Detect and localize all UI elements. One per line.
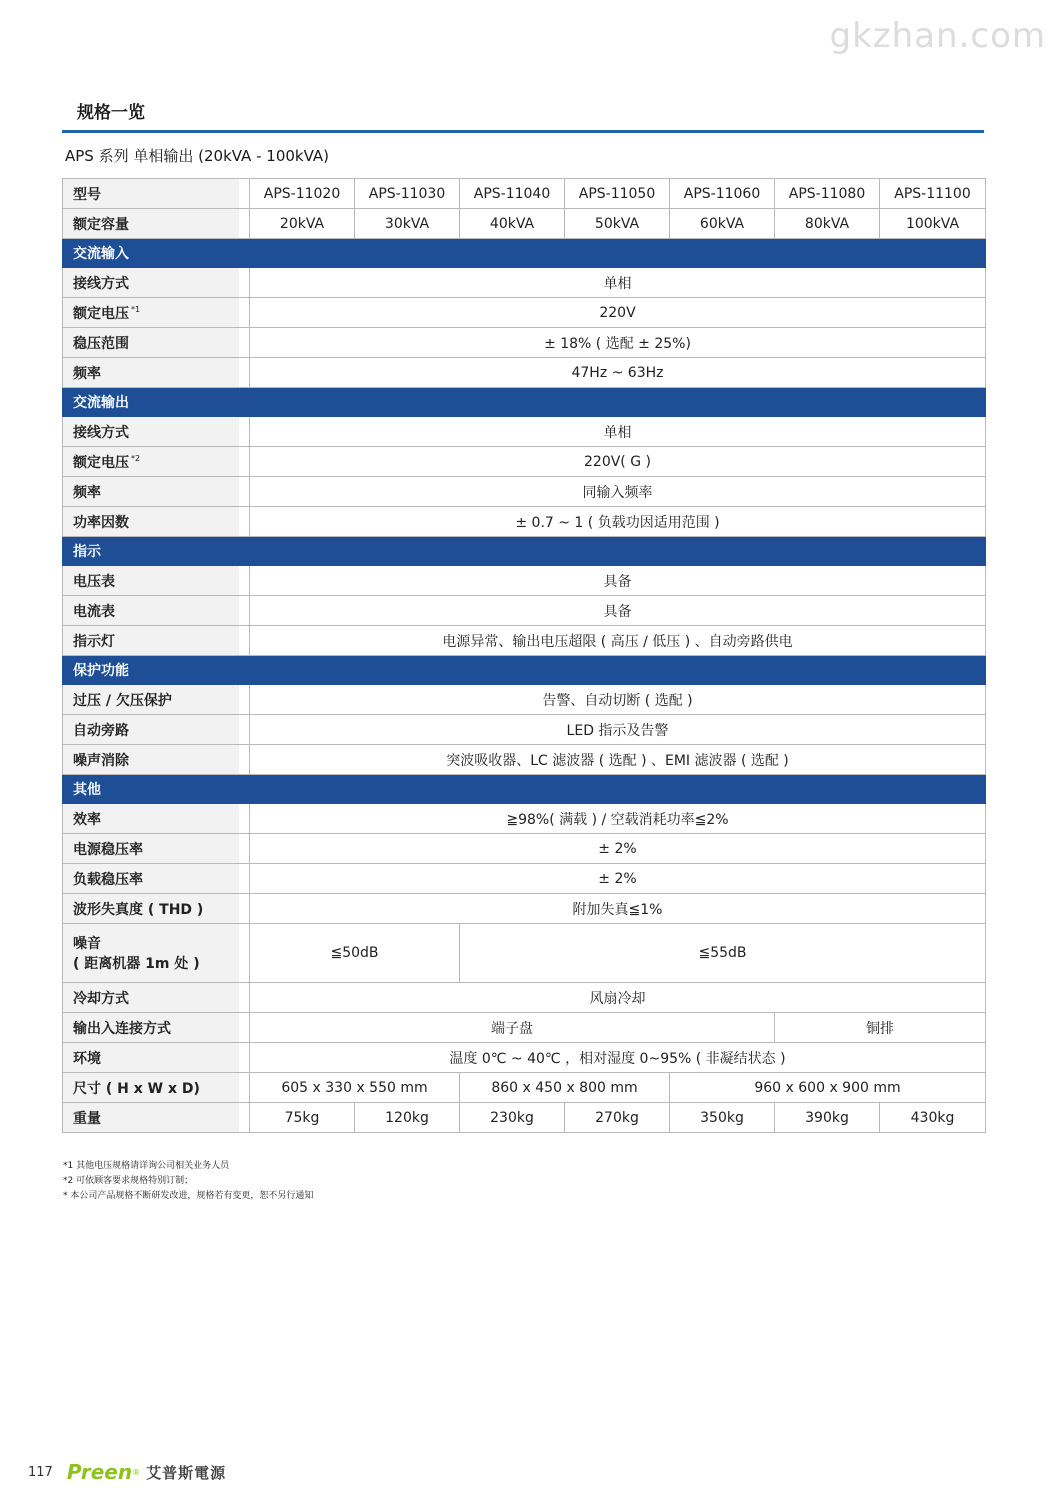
- table-row: [63, 1073, 986, 1103]
- table-row: [63, 298, 986, 328]
- value-cell: 温度 0℃ ~ 40℃ ，相对湿度 0~95% ( 非凝结状态 ): [250, 1043, 986, 1073]
- brand-name-cn: 艾普斯電源: [146, 1463, 227, 1482]
- weight-cell: 390kg: [775, 1103, 880, 1133]
- table-row: [63, 864, 986, 894]
- value-cell: ≧98%( 满载 ) / 空载消耗功率≦2%: [250, 804, 986, 834]
- weight-cell: 120kg: [355, 1103, 460, 1133]
- row-label: 噪声消除: [63, 745, 239, 775]
- table-subtitle: APS 系列 单相输出 (20kVA - 100kVA): [65, 147, 330, 165]
- table-row: [63, 447, 986, 477]
- value-cell: 单相: [250, 417, 986, 447]
- heading-rule: [62, 130, 984, 133]
- page-heading: 规格一览: [77, 103, 145, 123]
- section-header: [63, 388, 986, 417]
- value-cell: ± 0.7 ~ 1 ( 负载功因适用范围 ): [250, 507, 986, 537]
- table-row: [63, 834, 986, 864]
- row-label: 电流表: [63, 596, 239, 626]
- brand-logo: Preen: [66, 1460, 133, 1484]
- model-cell: APS-11050: [565, 179, 670, 209]
- row-label: 额定电压 $^{*1}$: [63, 298, 239, 328]
- value-cell: 860 x 450 x 800 mm: [460, 1073, 670, 1103]
- weight-cell: 270kg: [565, 1103, 670, 1133]
- value-cell: 端子盘: [250, 1013, 775, 1043]
- table-row: [63, 745, 986, 775]
- row-label: 稳压范围: [63, 328, 239, 358]
- section-other: 其他: [63, 775, 986, 804]
- value-cell: 附加失真≦1%: [250, 894, 986, 924]
- footnote-ref: *2: [131, 453, 141, 463]
- value-cell: 风扇冷却: [250, 983, 986, 1013]
- section-header: [63, 239, 986, 268]
- value-cell: LED 指示及告警: [250, 715, 986, 745]
- value-cell: 同输入频率: [250, 477, 986, 507]
- row-label: 环境: [63, 1043, 239, 1073]
- row-label: 额定电压 $^{*2}$: [63, 447, 239, 477]
- footnote-ref: *1: [131, 304, 141, 314]
- weight-cell: 430kg: [880, 1103, 986, 1133]
- weight-cell: 75kg: [250, 1103, 355, 1133]
- row-label: 负载稳压率: [63, 864, 239, 894]
- model-cell: APS-11060: [670, 179, 775, 209]
- model-cell: APS-11100: [880, 179, 986, 209]
- section-header: [63, 775, 986, 804]
- watermark: gkzhan.com: [829, 16, 1046, 56]
- capacity-cell: 80kVA: [775, 209, 880, 239]
- value-cell: 告警、自动切断 ( 选配 ): [250, 685, 986, 715]
- value-cell: 220V( G ): [250, 447, 986, 477]
- row-label: 重量: [63, 1103, 239, 1133]
- section-header: [63, 537, 986, 566]
- table-row: [63, 328, 986, 358]
- table-row: [63, 268, 986, 298]
- value-cell: 具备: [250, 566, 986, 596]
- model-cell: APS-11040: [460, 179, 565, 209]
- row-label: 接线方式: [63, 417, 239, 447]
- section-ac-output: 交流输出: [63, 388, 986, 417]
- section-protection: 保护功能: [63, 656, 986, 685]
- row-label: 功率因数: [63, 507, 239, 537]
- value-cell: 电源异常、输出电压超限 ( 高压 / 低压 ) 、自动旁路供电: [250, 626, 986, 656]
- value-cell: ≦50dB: [250, 924, 460, 983]
- value-cell: 605 x 330 x 550 mm: [250, 1073, 460, 1103]
- section-header: [63, 656, 986, 685]
- table-row: [63, 358, 986, 388]
- table-row: [63, 983, 986, 1013]
- row-label: 波形失真度 ( THD ): [63, 894, 239, 924]
- capacity-cell: 40kVA: [460, 209, 565, 239]
- table-row: [63, 924, 986, 983]
- row-label: 接线方式: [63, 268, 239, 298]
- capacity-cell: 60kVA: [670, 209, 775, 239]
- footnote: * 本公司产品规格不断研发改进，规格若有变更，恕不另行通知: [63, 1191, 314, 1201]
- value-cell: 220V: [250, 298, 986, 328]
- row-label: 型号: [63, 179, 239, 209]
- row-label: 电源稳压率: [63, 834, 239, 864]
- page-footer: [28, 1460, 226, 1484]
- row-label: 电压表: [63, 566, 239, 596]
- row-label: 额定容量: [63, 209, 239, 239]
- row-label: 频率: [63, 358, 239, 388]
- table-row: [63, 1103, 986, 1133]
- model-cell: APS-11030: [355, 179, 460, 209]
- value-cell: ± 2%: [250, 834, 986, 864]
- table-row: [63, 507, 986, 537]
- row-label: 效率: [63, 804, 239, 834]
- capacity-cell: 20kVA: [250, 209, 355, 239]
- table-row: [63, 566, 986, 596]
- table-row: [63, 1043, 986, 1073]
- section-ac-input: 交流输入: [63, 239, 986, 268]
- table-row: [63, 715, 986, 745]
- page-number: 117: [28, 1464, 53, 1480]
- value-cell: ± 18% ( 选配 ± 25%): [250, 328, 986, 358]
- footnotes: [63, 1159, 313, 1204]
- section-indication: 指示: [63, 537, 986, 566]
- row-label: 指示灯: [63, 626, 239, 656]
- row-label: 尺寸 ( H x W x D): [63, 1073, 239, 1103]
- weight-cell: 350kg: [670, 1103, 775, 1133]
- capacity-cell: 100kVA: [880, 209, 986, 239]
- table-row: [63, 417, 986, 447]
- model-cell: APS-11020: [250, 179, 355, 209]
- spec-table: [62, 178, 986, 1133]
- value-cell: 47Hz ~ 63Hz: [250, 358, 986, 388]
- table-row: [63, 209, 986, 239]
- footnote: *2 可依顾客要求规格特别订制；: [63, 1176, 194, 1186]
- row-label: 自动旁路: [63, 715, 239, 745]
- weight-cell: 230kg: [460, 1103, 565, 1133]
- table-row: [63, 1013, 986, 1043]
- table-row: [63, 477, 986, 507]
- value-cell: 单相: [250, 268, 986, 298]
- registered-mark: ®: [132, 1467, 141, 1477]
- value-cell: ± 2%: [250, 864, 986, 894]
- table-row: [63, 596, 986, 626]
- row-label: 过压 / 欠压保护: [63, 685, 239, 715]
- footnote: *1 其他电压规格请详询公司相关业务人员: [63, 1161, 230, 1171]
- row-label: 冷却方式: [63, 983, 239, 1013]
- table-row: [63, 685, 986, 715]
- table-row: [63, 626, 986, 656]
- capacity-cell: 30kVA: [355, 209, 460, 239]
- model-cell: APS-11080: [775, 179, 880, 209]
- table-row: [63, 804, 986, 834]
- value-cell: 铜排: [775, 1013, 986, 1043]
- table-row: [63, 179, 986, 209]
- row-label: 频率: [63, 477, 239, 507]
- row-label: 输出入连接方式: [63, 1013, 239, 1043]
- value-cell: 具备: [250, 596, 986, 626]
- value-cell: 突波吸收器、LC 滤波器 ( 选配 ) 、EMI 滤波器 ( 选配 ): [250, 745, 986, 775]
- value-cell: ≦55dB: [460, 924, 986, 983]
- value-cell: 960 x 600 x 900 mm: [670, 1073, 986, 1103]
- row-label: 噪音 ( 距离机器 1m 处 ): [63, 924, 239, 983]
- capacity-cell: 50kVA: [565, 209, 670, 239]
- table-row: [63, 894, 986, 924]
